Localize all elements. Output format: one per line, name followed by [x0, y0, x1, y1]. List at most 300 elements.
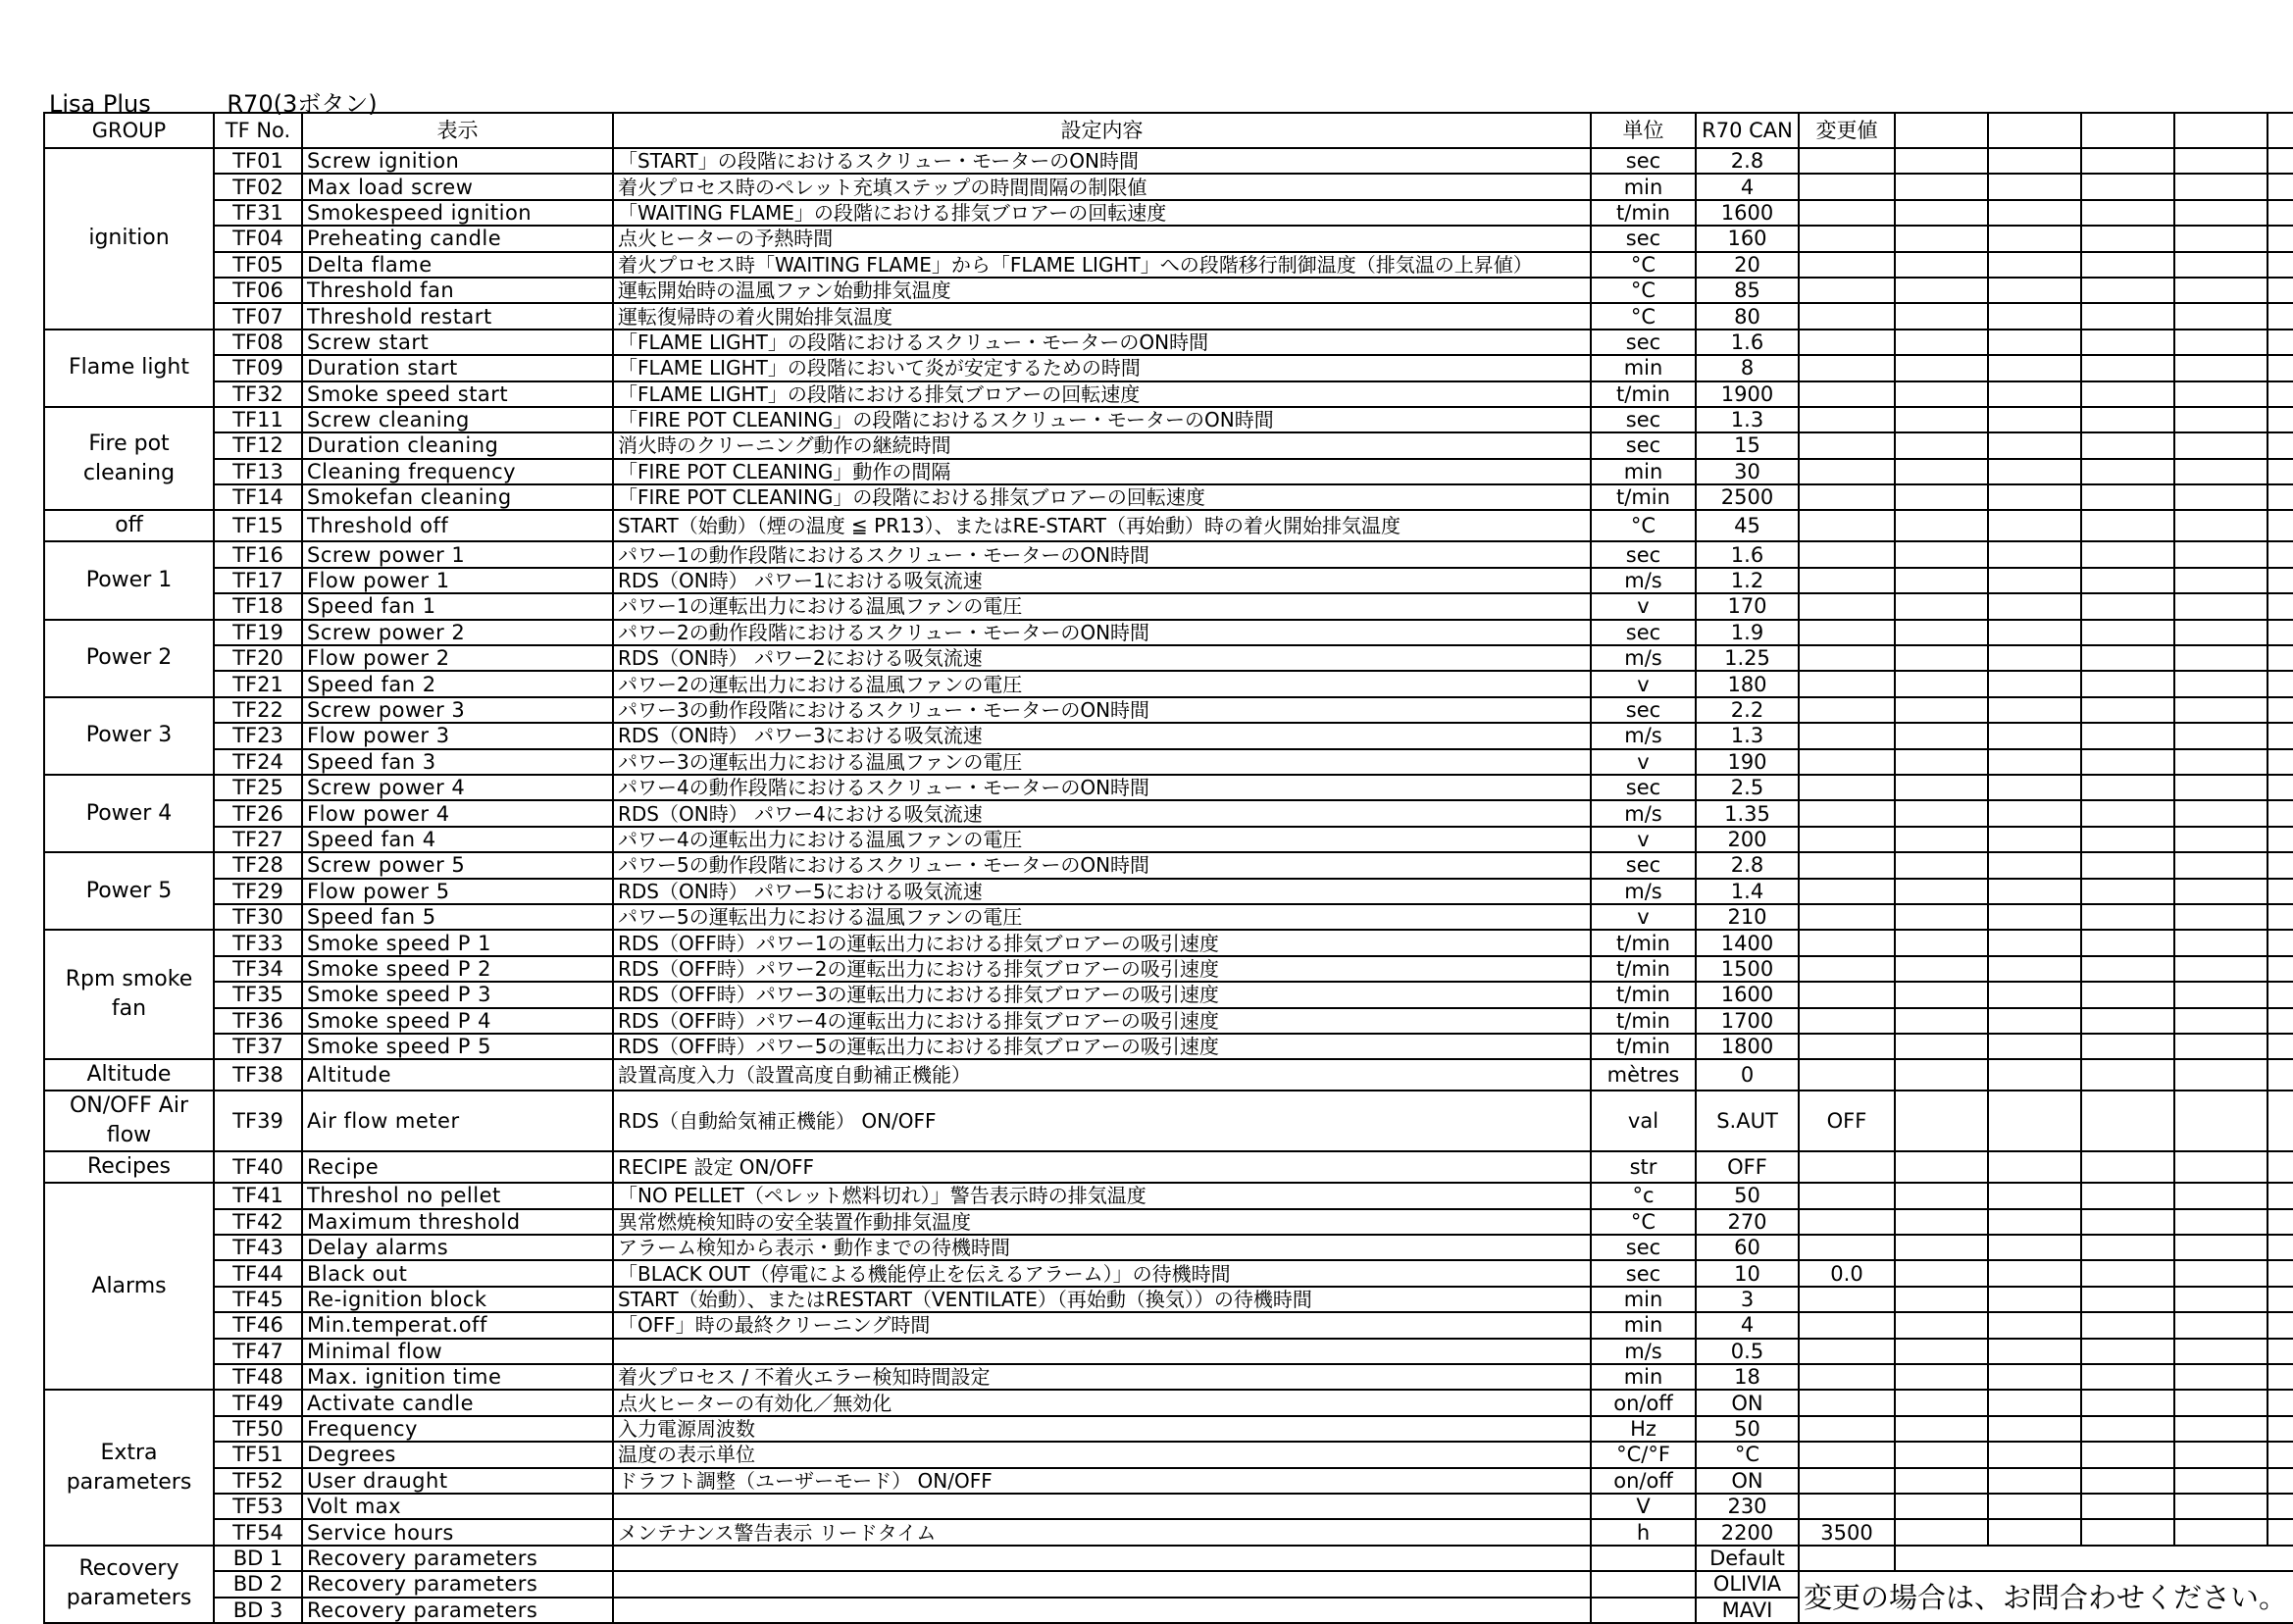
change-cell — [1799, 1287, 1895, 1312]
empty-cell — [2174, 956, 2268, 982]
empty-cell — [2268, 484, 2293, 510]
name-cell: Maximum threshold — [302, 1209, 613, 1235]
description-cell: RDS（OFF時）パワー5の運転出力における排気ブロアーの吸引速度 — [613, 1034, 1591, 1059]
empty-cell — [1988, 1034, 2081, 1059]
description-cell: RDS（自動給気補正機能） ON/OFF — [613, 1091, 1591, 1151]
empty-cell — [2081, 381, 2174, 407]
unit-cell — [1591, 1598, 1696, 1623]
change-cell — [1799, 1468, 1895, 1494]
tf-cell: TF41 — [214, 1183, 302, 1208]
header-empty — [2268, 113, 2293, 148]
table-row — [44, 1151, 2293, 1183]
empty-cell — [2174, 1091, 2268, 1151]
name-cell: Smoke speed P 5 — [302, 1034, 613, 1059]
change-cell — [1799, 1151, 1895, 1183]
name-cell: Screw power 1 — [302, 541, 613, 567]
empty-cell — [2174, 278, 2268, 303]
description-cell: 「FIRE POT CLEANING」の段階におけるスクリュー・モーターのON時間 — [613, 407, 1591, 432]
empty-cell — [1988, 645, 2081, 671]
table-row — [44, 1416, 2293, 1442]
empty-cell — [1895, 1008, 1988, 1034]
change-cell — [1799, 1312, 1895, 1338]
empty-cell — [1895, 330, 1988, 355]
tf-cell: TF12 — [214, 432, 302, 458]
empty-cell — [1895, 827, 1988, 852]
empty-cell — [2081, 568, 2174, 593]
name-cell: Flow power 5 — [302, 879, 613, 904]
description-cell: 「START」の段階におけるスクリュー・モーターのON時間 — [613, 148, 1591, 174]
change-cell — [1799, 697, 1895, 723]
empty-cell — [1895, 148, 1988, 174]
empty-cell — [1895, 1091, 1988, 1151]
empty-cell — [1988, 879, 2081, 904]
empty-cell — [2268, 381, 2293, 407]
change-cell — [1799, 1034, 1895, 1059]
empty-cell — [2174, 148, 2268, 174]
empty-cell — [2174, 381, 2268, 407]
table-row — [44, 1235, 2293, 1260]
tf-cell: TF25 — [214, 775, 302, 800]
description-cell: RDS（ON時） パワー2における吸気流速 — [613, 645, 1591, 671]
empty-cell — [1895, 982, 1988, 1007]
value-cell: 270 — [1696, 1209, 1799, 1235]
empty-cell — [2081, 1312, 2174, 1338]
empty-cell — [2081, 1416, 2174, 1442]
empty-cell — [1988, 355, 2081, 381]
tf-cell: TF46 — [214, 1312, 302, 1338]
name-cell: Minimal flow — [302, 1339, 613, 1364]
empty-cell — [1895, 459, 1988, 484]
empty-cell — [2081, 432, 2174, 458]
empty-cell — [2081, 749, 2174, 775]
empty-cell — [2174, 1151, 2268, 1183]
table-row — [44, 484, 2293, 510]
empty-cell — [2268, 956, 2293, 982]
empty-cell — [1895, 568, 1988, 593]
description-cell — [613, 1546, 1591, 1571]
unit-cell: min — [1591, 1312, 1696, 1338]
name-cell: Max. ignition time — [302, 1364, 613, 1390]
group-cell: Power 5 — [44, 852, 214, 930]
value-cell: 210 — [1696, 904, 1799, 930]
empty-cell — [2268, 174, 2293, 199]
empty-cell — [1988, 852, 2081, 878]
unit-cell: v — [1591, 671, 1696, 696]
empty-cell — [2174, 645, 2268, 671]
table-row — [44, 1008, 2293, 1034]
name-cell: Screw start — [302, 330, 613, 355]
name-cell: Screw power 5 — [302, 852, 613, 878]
group-cell: Recovery parameters — [44, 1546, 214, 1623]
description-cell: RECIPE 設定 ON/OFF — [613, 1151, 1591, 1183]
empty-cell — [2081, 593, 2174, 619]
unit-cell: sec — [1591, 775, 1696, 800]
empty-cell — [2174, 226, 2268, 251]
value-cell: 1.3 — [1696, 407, 1799, 432]
header-empty — [1988, 113, 2081, 148]
empty-cell — [2081, 1390, 2174, 1415]
empty-cell — [1895, 1468, 1988, 1494]
table-row — [44, 381, 2293, 407]
value-cell: °C — [1696, 1442, 1799, 1467]
name-cell: Max load screw — [302, 174, 613, 199]
header-change: 変更値 — [1799, 113, 1895, 148]
change-cell — [1799, 510, 1895, 541]
empty-cell — [1988, 226, 2081, 251]
value-cell: 190 — [1696, 749, 1799, 775]
empty-cell — [2081, 252, 2174, 278]
unit-cell: m/s — [1591, 645, 1696, 671]
header-empty — [2081, 113, 2174, 148]
empty-cell — [1988, 1091, 2081, 1151]
tf-cell: TF18 — [214, 593, 302, 619]
value-cell: 230 — [1696, 1494, 1799, 1519]
description-cell: 設置高度入力（設置高度自動補正機能） — [613, 1059, 1591, 1091]
description-cell: 温度の表示単位 — [613, 1442, 1591, 1467]
empty-cell — [1988, 930, 2081, 955]
header-r70: R70 CAN — [1696, 113, 1799, 148]
tf-cell: TF27 — [214, 827, 302, 852]
empty-cell — [2174, 1468, 2268, 1494]
unit-cell: °C — [1591, 278, 1696, 303]
name-cell: Activate candle — [302, 1390, 613, 1415]
table-row — [44, 407, 2293, 432]
description-cell: RDS（ON時） パワー3における吸気流速 — [613, 723, 1591, 748]
empty-cell — [2174, 620, 2268, 645]
change-cell — [1799, 484, 1895, 510]
group-cell: Power 3 — [44, 697, 214, 775]
unit-cell: min — [1591, 1287, 1696, 1312]
value-cell: 18 — [1696, 1364, 1799, 1390]
table-row — [44, 330, 2293, 355]
empty-cell — [2268, 800, 2293, 826]
empty-cell — [1895, 1034, 1988, 1059]
change-cell — [1799, 930, 1895, 955]
description-cell: 「FIRE POT CLEANING」動作の間隔 — [613, 459, 1591, 484]
value-cell: 1600 — [1696, 982, 1799, 1007]
unit-cell: sec — [1591, 852, 1696, 878]
empty-cell — [2174, 541, 2268, 567]
value-cell: 1.4 — [1696, 879, 1799, 904]
description-cell: START（始動）（煙の温度 ≦ PR13）、またはRE-START（再始動）時の着火開始排気温度 — [613, 510, 1591, 541]
name-cell: Smoke speed P 2 — [302, 956, 613, 982]
tf-cell: TF36 — [214, 1008, 302, 1034]
empty-cell — [2081, 1008, 2174, 1034]
description-cell: パワー3の動作段階におけるスクリュー・モーターのON時間 — [613, 697, 1591, 723]
table-row — [44, 827, 2293, 852]
change-cell — [1799, 671, 1895, 696]
empty-cell — [2268, 1287, 2293, 1312]
tf-cell: TF33 — [214, 930, 302, 955]
unit-cell: min — [1591, 174, 1696, 199]
table-row — [44, 1390, 2293, 1415]
empty-cell — [1988, 174, 2081, 199]
empty-cell — [1895, 1312, 1988, 1338]
empty-cell — [2081, 459, 2174, 484]
empty-cell — [1895, 407, 1988, 432]
empty-cell — [2081, 355, 2174, 381]
change-cell — [1799, 749, 1895, 775]
empty-cell — [2081, 852, 2174, 878]
table-row — [44, 1364, 2293, 1390]
description-cell: 着火プロセス / 不着火エラー検知時間設定 — [613, 1364, 1591, 1390]
empty-cell — [1895, 1287, 1988, 1312]
empty-cell — [2081, 1209, 2174, 1235]
change-cell: 3500 — [1799, 1519, 1895, 1545]
empty-cell — [2081, 1468, 2174, 1494]
table-row — [44, 645, 2293, 671]
change-cell — [1799, 1494, 1895, 1519]
name-cell: Recovery parameters — [302, 1546, 613, 1571]
change-cell — [1799, 148, 1895, 174]
change-cell — [1799, 723, 1895, 748]
empty-cell — [2081, 1364, 2174, 1390]
change-cell — [1799, 1183, 1895, 1208]
empty-cell — [1895, 852, 1988, 878]
empty-cell — [1895, 541, 1988, 567]
empty-cell — [2268, 330, 2293, 355]
header-desc: 設定内容 — [613, 113, 1591, 148]
empty-cell — [1988, 1442, 2081, 1467]
tf-cell: TF26 — [214, 800, 302, 826]
unit-cell: on/off — [1591, 1390, 1696, 1415]
table-row — [44, 593, 2293, 619]
unit-cell: t/min — [1591, 381, 1696, 407]
empty-cell — [2174, 484, 2268, 510]
name-cell: Recipe — [302, 1151, 613, 1183]
name-cell: Recovery parameters — [302, 1598, 613, 1623]
group-cell: Flame light — [44, 330, 214, 407]
empty-cell — [2174, 200, 2268, 226]
description-cell: 着火プロセス時「WAITING FLAME」から「FLAME LIGHT」への段階移行制御温度（排気温の上昇値） — [613, 252, 1591, 278]
unit-cell: mètres — [1591, 1059, 1696, 1091]
value-cell: 1400 — [1696, 930, 1799, 955]
change-cell — [1799, 174, 1895, 199]
tf-cell: TF37 — [214, 1034, 302, 1059]
name-cell: User draught — [302, 1468, 613, 1494]
table-row — [44, 1339, 2293, 1364]
empty-cell — [2268, 303, 2293, 329]
group-cell: off — [44, 510, 214, 541]
name-cell: Smoke speed P 3 — [302, 982, 613, 1007]
tf-cell: TF15 — [214, 510, 302, 541]
empty-cell — [1895, 593, 1988, 619]
name-cell: Speed fan 1 — [302, 593, 613, 619]
table-row — [44, 200, 2293, 226]
table-row — [44, 1183, 2293, 1208]
empty-cell — [2081, 200, 2174, 226]
empty-cell — [2268, 827, 2293, 852]
empty-cell — [1988, 1183, 2081, 1208]
tf-cell: TF53 — [214, 1494, 302, 1519]
description-cell: 点火ヒーターの有効化／無効化 — [613, 1390, 1591, 1415]
tf-cell: BD 2 — [214, 1571, 302, 1597]
value-cell: 1600 — [1696, 200, 1799, 226]
change-cell — [1799, 1416, 1895, 1442]
description-cell: 運転開始時の温風ファン始動排気温度 — [613, 278, 1591, 303]
change-cell — [1799, 330, 1895, 355]
empty-cell — [1988, 1260, 2081, 1286]
value-cell: 3 — [1696, 1287, 1799, 1312]
change-cell — [1799, 775, 1895, 800]
empty-cell — [2268, 723, 2293, 748]
description-cell: 入力電源周波数 — [613, 1416, 1591, 1442]
empty-cell — [2174, 982, 2268, 1007]
description-cell: パワー2の動作段階におけるスクリュー・モーターのON時間 — [613, 620, 1591, 645]
empty-cell — [1988, 1390, 2081, 1415]
empty-cell — [2081, 484, 2174, 510]
empty-cell — [1895, 1059, 1988, 1091]
name-cell: Frequency — [302, 1416, 613, 1442]
description-cell: パワー4の動作段階におけるスクリュー・モーターのON時間 — [613, 775, 1591, 800]
name-cell: Screw ignition — [302, 148, 613, 174]
empty-cell — [1895, 1546, 2293, 1571]
empty-cell — [2268, 1312, 2293, 1338]
change-cell — [1799, 852, 1895, 878]
change-cell — [1799, 593, 1895, 619]
empty-cell — [1988, 510, 2081, 541]
empty-cell — [2268, 1151, 2293, 1183]
unit-cell: str — [1591, 1151, 1696, 1183]
table-row — [44, 278, 2293, 303]
value-cell: ON — [1696, 1468, 1799, 1494]
empty-cell — [2081, 723, 2174, 748]
unit-cell: sec — [1591, 541, 1696, 567]
change-cell — [1799, 1390, 1895, 1415]
value-cell: 60 — [1696, 1235, 1799, 1260]
empty-cell — [2268, 1442, 2293, 1467]
change-cell — [1799, 1339, 1895, 1364]
empty-cell — [2268, 1059, 2293, 1091]
empty-cell — [2268, 459, 2293, 484]
empty-cell — [2174, 355, 2268, 381]
table-row — [44, 800, 2293, 826]
unit-cell: t/min — [1591, 956, 1696, 982]
empty-cell — [1988, 484, 2081, 510]
empty-cell — [1988, 1416, 2081, 1442]
empty-cell — [1895, 930, 1988, 955]
table-row — [44, 568, 2293, 593]
description-cell: 「OFF」時の最終クリーニング時間 — [613, 1312, 1591, 1338]
empty-cell — [2081, 303, 2174, 329]
value-cell: 10 — [1696, 1260, 1799, 1286]
description-cell — [613, 1494, 1591, 1519]
table-row — [44, 1209, 2293, 1235]
empty-cell — [2081, 1339, 2174, 1364]
description-cell: 異常燃焼検知時の安全装置作動排気温度 — [613, 1209, 1591, 1235]
tf-cell: TF42 — [214, 1209, 302, 1235]
parameter-rows — [44, 148, 2293, 1623]
unit-cell: min — [1591, 1364, 1696, 1390]
value-cell: 45 — [1696, 510, 1799, 541]
value-cell: 2.8 — [1696, 148, 1799, 174]
tf-cell: BD 1 — [214, 1546, 302, 1571]
value-cell: 1.25 — [1696, 645, 1799, 671]
change-cell — [1799, 1546, 1895, 1571]
name-cell: Recovery parameters — [302, 1571, 613, 1597]
empty-cell — [1988, 1519, 2081, 1545]
unit-cell: v — [1591, 749, 1696, 775]
tf-cell: TF22 — [214, 697, 302, 723]
value-cell: 1900 — [1696, 381, 1799, 407]
unit-cell: v — [1591, 904, 1696, 930]
unit-cell: V — [1591, 1494, 1696, 1519]
empty-cell — [2081, 510, 2174, 541]
table-row — [44, 1091, 2293, 1151]
unit-cell: min — [1591, 459, 1696, 484]
table-row — [44, 879, 2293, 904]
empty-cell — [2081, 879, 2174, 904]
description-cell: 点火ヒーターの予熱時間 — [613, 226, 1591, 251]
empty-cell — [1988, 697, 2081, 723]
header-row — [44, 113, 2293, 148]
tf-cell: TF44 — [214, 1260, 302, 1286]
header-group: GROUP — [44, 113, 214, 148]
empty-cell — [2174, 930, 2268, 955]
unit-cell: °C — [1591, 252, 1696, 278]
tf-cell: TF30 — [214, 904, 302, 930]
group-cell: Power 4 — [44, 775, 214, 852]
unit-cell: v — [1591, 827, 1696, 852]
empty-cell — [2268, 671, 2293, 696]
empty-cell — [2268, 1519, 2293, 1545]
tf-cell: TF09 — [214, 355, 302, 381]
value-cell: S.AUT — [1696, 1091, 1799, 1151]
product-name: Lisa Plus — [49, 90, 151, 118]
empty-cell — [1988, 620, 2081, 645]
empty-cell — [1895, 252, 1988, 278]
empty-cell — [2081, 1287, 2174, 1312]
change-cell — [1799, 226, 1895, 251]
tf-cell: TF16 — [214, 541, 302, 567]
change-cell — [1799, 459, 1895, 484]
description-cell: 消火時のクリーニング動作の継続時間 — [613, 432, 1591, 458]
empty-cell — [2174, 1494, 2268, 1519]
empty-cell — [1895, 749, 1988, 775]
empty-cell — [1988, 303, 2081, 329]
empty-cell — [1895, 1260, 1988, 1286]
tf-cell: TF31 — [214, 200, 302, 226]
empty-cell — [2268, 852, 2293, 878]
table-row — [44, 1034, 2293, 1059]
empty-cell — [2268, 252, 2293, 278]
empty-cell — [2081, 226, 2174, 251]
value-cell: 4 — [1696, 1312, 1799, 1338]
empty-cell — [2081, 1494, 2174, 1519]
value-cell: 1.3 — [1696, 723, 1799, 748]
table-row — [44, 1494, 2293, 1519]
empty-cell — [1895, 303, 1988, 329]
empty-cell — [2081, 174, 2174, 199]
empty-cell — [2174, 1059, 2268, 1091]
empty-cell — [1895, 174, 1988, 199]
name-cell: Smoke speed P 4 — [302, 1008, 613, 1034]
tf-cell: TF17 — [214, 568, 302, 593]
unit-cell: °C — [1591, 1209, 1696, 1235]
empty-cell — [2174, 904, 2268, 930]
table-row — [44, 459, 2293, 484]
table-row — [44, 671, 2293, 696]
change-cell — [1799, 1364, 1895, 1390]
name-cell: Speed fan 5 — [302, 904, 613, 930]
empty-cell — [1895, 645, 1988, 671]
header-unit: 単位 — [1591, 113, 1696, 148]
name-cell: Duration start — [302, 355, 613, 381]
description-cell: RDS（OFF時）パワー4の運転出力における排気ブロアーの吸引速度 — [613, 1008, 1591, 1034]
unit-cell: v — [1591, 593, 1696, 619]
tf-cell: TF14 — [214, 484, 302, 510]
table-row — [44, 1312, 2293, 1338]
